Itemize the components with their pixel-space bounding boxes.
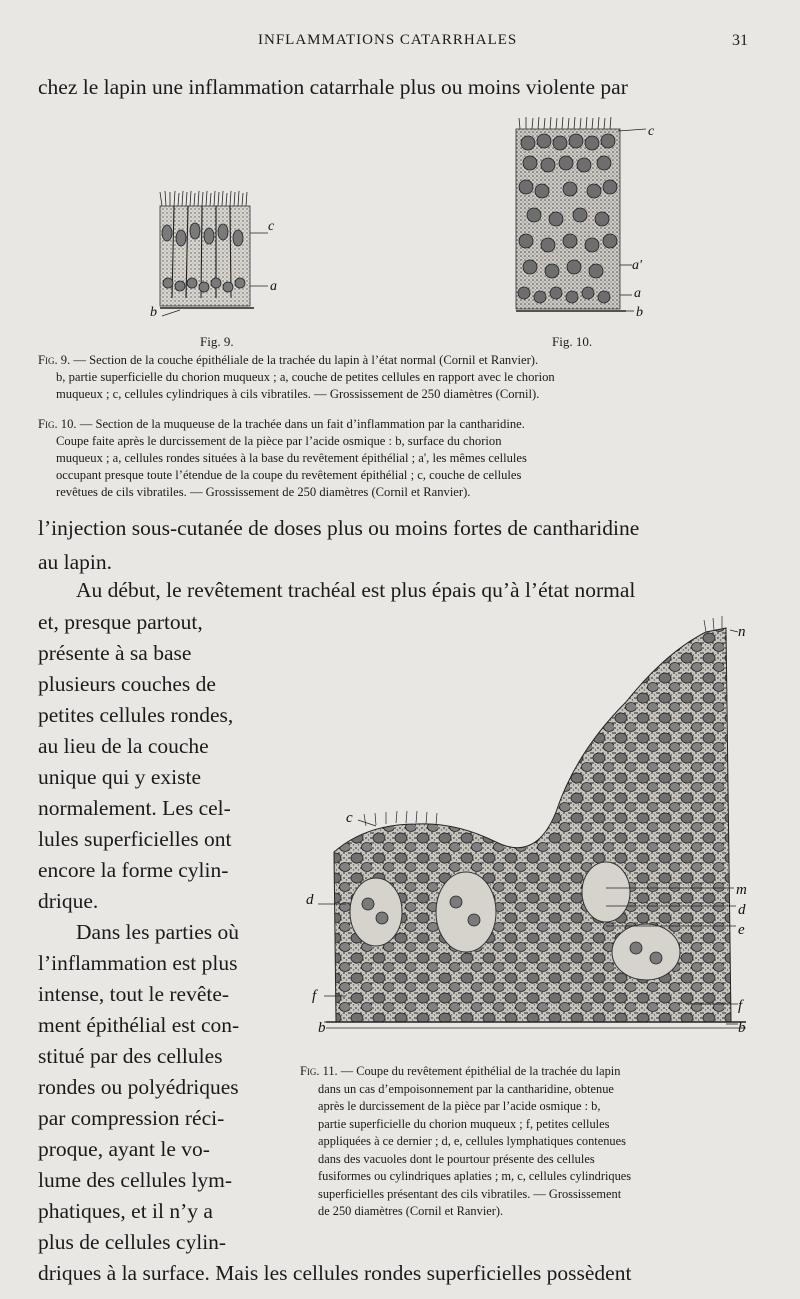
fig10-letter-a-prime: a' [632,258,642,273]
body-para-b-line-6: unique qui y existe [38,765,202,789]
fig10-caption-line-3: muqueux ; a, cellules rondes situées à la base du revêtement épithélial ; a', les mêmes cellules [56,451,527,465]
figure-11-illustration [306,612,776,1052]
fig11-caption-line-9: de 250 diamètres (Cornil et Ranvier). [318,1204,504,1218]
page-number: 31 [732,32,748,49]
fig10-letter-b: b [636,305,643,320]
fig11-letter-f-left: f [312,988,317,1004]
fig10-caption-line-2: Coupe faite après le durcissement de la pièce par l’acide osmique : b, surface du chorion [56,434,502,448]
fig9-letter-a: a [270,279,277,294]
running-title: INFLAMMATIONS CATARRHALES [258,32,518,48]
body-para-b-line-5: au lieu de la couche [38,734,209,758]
figure-9-illustration [150,188,290,320]
fig10-caption-lead: Fig. 10. [38,417,77,431]
fig11-caption-line-2: dans un cas d’empoisonnement par la cantharidine, obtenue [318,1081,614,1096]
fig11-letter-d-right: d [738,902,746,918]
body-para-c-line-7: par compression réci- [38,1106,225,1130]
body-para-c-line-2: l’inflammation est plus [38,951,238,975]
figure-10-label: Fig. 10. [552,334,593,349]
body-para-b-line-8: lules superficielles ont [38,827,232,851]
fig11-letter-d-left: d [306,892,314,908]
fig10-letter-c: c [648,124,655,139]
fig9-letter-c: c [268,219,275,234]
fig11-caption-lead: Fig. 11. [300,1064,338,1078]
body-para-c-line-11: plus de cellules cylin- [38,1230,227,1254]
fig11-caption-line-6: dans des vacuoles dont le pourtour présente des cellules [318,1151,595,1166]
fig11-letter-n: n [738,624,746,640]
body-para-b-line-4: petites cellules rondes, [38,703,234,727]
body-para-c-line-8: proque, ayant le vo- [38,1137,210,1161]
fig11-caption-line-3: après le durcissement de la pièce par l’acide osmique : b, [318,1099,601,1113]
figure-11-caption [300,1063,762,1221]
body-para-c-line-10: phatiques, et il n’y a [38,1199,213,1223]
body-para-b-line-2: présente à sa base [38,641,192,665]
fig11-letter-f-right: f [738,998,743,1014]
fig11-caption-line-5: appliquées à ce dernier ; d, e, cellules lymphatiques contenues [318,1134,626,1148]
fig11-letter-b-right: b [738,1020,746,1036]
fig10-caption-line-4: occupant presque toute l’étendue de la coupe du revêtement épithélial ; c, couche de cellules [56,468,522,482]
fig10-letter-a: a [634,286,641,301]
body-para-c-line-3: intense, tout le revête- [38,982,230,1006]
body-para-a-line-2: au lapin. [38,550,113,574]
fig9-caption-line-1: — Section de la couche épithéliale de la trachée du lapin à l’état normal (Cornil et Ranvier). [73,353,539,367]
body-para-a-line-1: l’injection sous-cutanée de doses plus ou moins fortes de cantharidine [38,516,640,540]
body-para-b-first: Au début, le revêtement trachéal est plus épais qu’à l’état normal [76,578,636,602]
fig11-letter-m: m [736,882,747,898]
body-para-b-line-10: drique. [38,889,99,913]
body-para-c-line-4: ment épithélial est con- [38,1013,240,1037]
body-para-b-line-3: plusieurs couches de [38,672,216,696]
body-para-c-line-6: rondes ou polyédriques [38,1075,239,1099]
fig9-caption-line-3: muqueux ; c, cellules cylindriques à cils vibratiles. — Grossissement de 250 diamètres (Cornil). [56,387,540,401]
fig11-letter-c: c [346,810,353,826]
body-para-c-line-9: lume des cellules lym- [38,1168,233,1192]
page-header [0,32,800,56]
body-line-1: chez le lapin une inflammation catarrhale plus ou moins violente par [38,75,628,99]
fig9-caption-lead: Fig. 9. [38,353,71,367]
body-para-c-line-1: Dans les parties où [76,920,240,944]
fig11-caption-line-4: partie superficielle du chorion muqueux ; f, petites cellules [318,1116,610,1131]
fig10-caption-line-5: revêtues de cils vibratiles. — Grossissement de 250 diamètres (Cornil et Ranvier). [56,485,471,499]
body-para-c-line-5: stitué par des cellules [38,1044,223,1068]
figure-10-illustration [508,115,668,327]
fig9-letter-b: b [150,305,157,320]
fig11-letter-e: e [738,922,745,938]
fig10-caption-line-1: — Section de la muqueuse de la trachée dans un fait d’inflammation par la cantharidine. [79,417,525,431]
body-para-b-line-9: encore la forme cylin- [38,858,229,882]
fig11-letter-b-left: b [318,1020,326,1036]
figure-9-label: Fig. 9. [200,334,234,349]
fig11-caption-line-7: fusiformes ou cylindriques aplaties ; m, c, cellules cylindriques [318,1169,632,1183]
body-last-line: driques à la surface. Mais les cellules rondes superficielles possèdent [38,1261,632,1285]
fig11-caption-line-1: — Coupe du revêtement épithélial de la trachée du lapin [340,1064,621,1078]
body-para-b-line-1: et, presque partout, [38,610,203,634]
body-para-b-line-7: normalement. Les cel- [38,796,231,820]
fig9-caption-line-2: b, partie superficielle du chorion muqueux ; a, couche de petites cellules en rapport avec le chorion [56,370,555,384]
fig11-caption-line-8: superficielles présentant des cils vibratiles. — Grossissement [318,1186,622,1201]
